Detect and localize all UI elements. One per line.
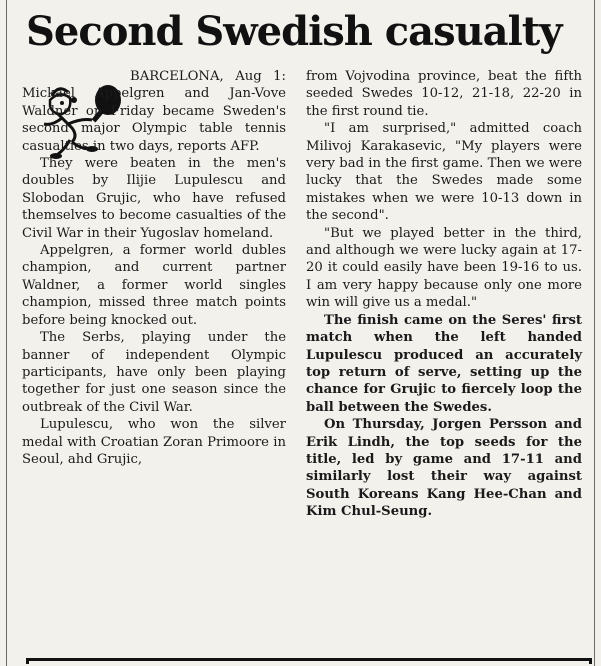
column-right: [306, 68, 582, 521]
paragraph: They were beaten in the men's doubles by Ilijie Lupulescu and Slobodan Grujic, who have refused themselves to become casualties of the Civil War in their Yugoslav homeland.: [22, 156, 286, 241]
paragraph: The finish came on the Seres' first match when the left handed Lupulescu produced an accurately top return of serve, setting up the chance for Grujic to fiercely loop the ball between the Swedes.: [306, 312, 582, 415]
paragraph: from Vojvodina province, beat the fifth seeded Swedes 10-12, 21-18, 22-20 in the first round tie.: [306, 69, 582, 119]
headline: Second Swedish casualty: [26, 8, 562, 55]
paragraph-quote: "But we played better in the third, and although we were lucky again at 17-20 it could easily have been 19-16 to us. I am very happy because only one more win will give us a medal.": [306, 225, 582, 311]
paragraph-quote: "I am surprised," admitted coach Milivoj Karakasevic, "My players were very bad in the first game. Then we were lucky that the Swedes made some mistakes when we were 10-13 down in the second".: [306, 121, 582, 224]
column-left: [22, 68, 286, 468]
paragraph-dateline: BARCELONA, Aug 1: Mickael Appelgren and Jan-Vove Waldner on Friday became Sweden's second major Olympic table tennis casualties in two days, reports AFP.: [22, 69, 286, 154]
paragraph: On Thursday, Jorgen Persson and Erik Lindh, the top seeds for the title, led by game and 17-11 and similarly lost their way against South Koreans Kang Hee-Chan and Kim Chul-Seung.: [306, 417, 582, 520]
next-article-border: [26, 658, 592, 664]
paragraph: Appelgren, a former world dubles champion, and current partner Waldner, a former world singles champion, missed three match points before being knocked out.: [22, 243, 286, 328]
paragraph: The Serbs, playing under the banner of independent Olympic participants, have only been playing together for just one season since the outbreak of the Civil War.: [22, 330, 286, 415]
paragraph: Lupulescu, who won the silver medal with Croatian Zoran Primoore in Seoul, ahd Grujic,: [22, 417, 286, 467]
